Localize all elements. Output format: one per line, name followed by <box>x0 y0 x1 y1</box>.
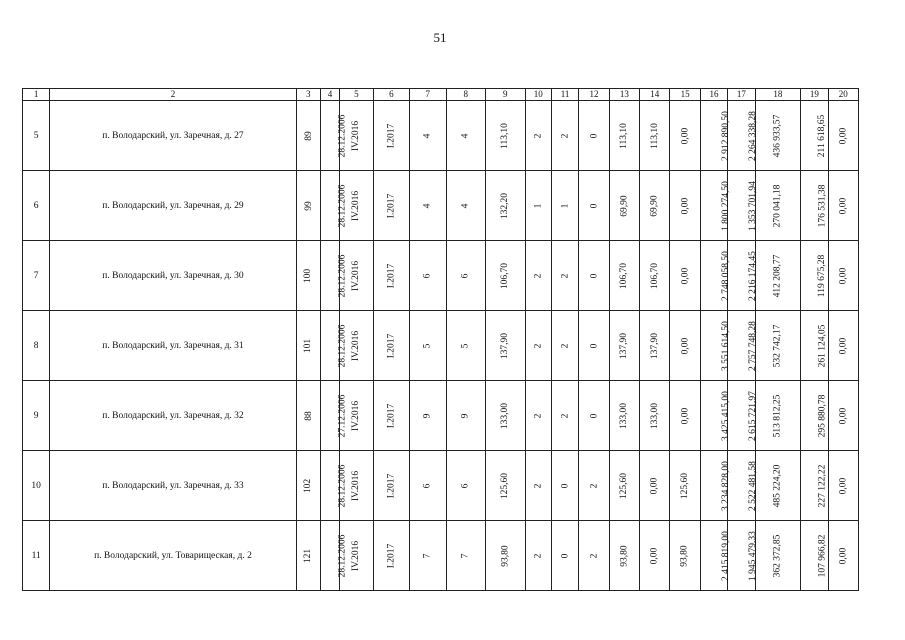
cell-col-8 <box>446 311 486 381</box>
cell-col-17 <box>728 311 759 381</box>
cell-value: 2 615 721,97 <box>748 390 759 441</box>
cell-col-8 <box>446 451 486 521</box>
row-number-cell: 9 <box>23 381 50 451</box>
cell-value: 261 124,05 <box>817 324 828 367</box>
cell-value: 132,20 <box>500 192 511 219</box>
cell-value: 2 <box>560 133 571 138</box>
cell-value: 0 <box>588 273 599 278</box>
column-header-9: 9 <box>486 89 526 101</box>
cell-value: 89 <box>303 130 314 141</box>
address-cell: п. Володарский, ул. Заречная, д. 32 <box>50 381 296 451</box>
column-header-3: 3 <box>296 89 320 101</box>
cell-value: IV.2016 <box>351 260 362 291</box>
cell-col-19 <box>801 101 828 171</box>
cell-col-13 <box>609 171 639 241</box>
cell-value: 0,00 <box>838 407 849 424</box>
column-header-7: 7 <box>410 89 446 101</box>
cell-col-20 <box>828 241 859 311</box>
cell-col-12 <box>579 451 609 521</box>
cell-value: 69,90 <box>649 194 660 217</box>
cell-value: 121 <box>303 548 314 563</box>
cell-value: 2 <box>533 413 544 418</box>
cell-value: 0,00 <box>838 267 849 284</box>
cell-value: 362 372,85 <box>772 534 783 577</box>
cell-value: IV.2016 <box>351 400 362 431</box>
cell-col-9 <box>486 101 526 171</box>
column-header-14: 14 <box>640 89 670 101</box>
address-cell: п. Володарский, ул. Заречная, д. 30 <box>50 241 296 311</box>
cell-value: 28.12.2006 <box>337 114 348 157</box>
cell-col-6 <box>373 451 409 521</box>
cell-value: 3 234 828,00 <box>720 460 731 511</box>
cell-col-17 <box>728 451 759 521</box>
row-number-cell: 7 <box>23 241 50 311</box>
cell-value: 270 041,18 <box>772 184 783 227</box>
cell-value: 125,60 <box>500 472 511 499</box>
cell-value: 101 <box>303 338 314 353</box>
address-cell: п. Володарский, ул. Заречная, д. 29 <box>50 171 296 241</box>
cell-value: 2 <box>533 133 544 138</box>
cell-value: IV.2016 <box>351 470 362 501</box>
cell-col-11 <box>551 451 578 521</box>
cell-col-19 <box>801 381 828 451</box>
cell-col-16 <box>700 521 731 591</box>
address-cell: п. Володарский, ул. Заречная, д. 27 <box>50 101 296 171</box>
page-number: 51 <box>433 30 447 45</box>
cell-col-14 <box>640 241 670 311</box>
cell-col-18 <box>755 241 801 311</box>
cell-value: 106,70 <box>649 262 660 289</box>
cell-col-6 <box>373 241 409 311</box>
cell-value: 295 880,78 <box>817 394 828 437</box>
cell-col-7 <box>410 381 446 451</box>
cell-value: 106,70 <box>619 262 630 289</box>
table-row <box>23 241 859 311</box>
cell-col-13 <box>609 381 639 451</box>
cell-value: 137,90 <box>649 332 660 359</box>
cell-value: 4 <box>460 133 471 138</box>
cell-value: 532 742,17 <box>772 324 783 367</box>
cell-col-9 <box>486 451 526 521</box>
cell-col-15 <box>670 101 700 171</box>
column-header-16: 16 <box>700 89 727 101</box>
cell-value: I.2017 <box>386 123 397 148</box>
cell-value: 0 <box>560 483 571 488</box>
column-header-11: 11 <box>551 89 578 101</box>
cell-col-6 <box>373 171 409 241</box>
cell-col-7 <box>410 241 446 311</box>
cell-value: 2 216 174,45 <box>748 250 759 301</box>
cell-value: 9 <box>422 413 433 418</box>
cell-col-18 <box>755 381 801 451</box>
cell-col-18 <box>755 451 801 521</box>
cell-col-6 <box>373 101 409 171</box>
table-row <box>23 381 859 451</box>
cell-value: 102 <box>303 478 314 493</box>
column-header-8: 8 <box>446 89 486 101</box>
cell-col-15 <box>670 241 700 311</box>
cell-col-3 <box>296 241 320 311</box>
cell-value: 2 <box>533 343 544 348</box>
cell-value: 6 <box>460 273 471 278</box>
cell-col-16 <box>700 381 731 451</box>
cell-col-12 <box>579 311 609 381</box>
cell-value: 133,00 <box>649 402 660 429</box>
cell-value: I.2017 <box>386 403 397 428</box>
cell-col-19 <box>801 521 828 591</box>
cell-value: 4 <box>460 203 471 208</box>
cell-col-16 <box>700 311 731 381</box>
cell-col-10 <box>525 171 551 241</box>
cell-value: 113,10 <box>619 122 630 149</box>
cell-col-4 <box>320 451 348 521</box>
cell-value: 436 933,57 <box>772 114 783 157</box>
cell-value: 1 353 701,94 <box>748 180 759 231</box>
cell-col-9 <box>486 171 526 241</box>
cell-value: IV.2016 <box>351 540 362 571</box>
cell-col-12 <box>579 171 609 241</box>
cell-col-8 <box>446 101 486 171</box>
cell-value: 28.12.2006 <box>337 534 348 577</box>
cell-col-20 <box>828 171 859 241</box>
cell-col-10 <box>525 311 551 381</box>
cell-col-16 <box>700 171 731 241</box>
cell-value: 69,90 <box>619 194 630 217</box>
column-header-6: 6 <box>373 89 409 101</box>
table-row <box>23 451 859 521</box>
cell-col-18 <box>755 521 801 591</box>
cell-col-4 <box>320 381 348 451</box>
cell-col-18 <box>755 101 801 171</box>
cell-col-12 <box>579 241 609 311</box>
cell-col-19 <box>801 171 828 241</box>
cell-value: 1 945 479,33 <box>748 530 759 581</box>
cell-col-7 <box>410 451 446 521</box>
cell-col-14 <box>640 381 670 451</box>
cell-col-9 <box>486 241 526 311</box>
table-row <box>23 311 859 381</box>
cell-col-10 <box>525 451 551 521</box>
cell-value: I.2017 <box>386 543 397 568</box>
cell-value: 6 <box>460 483 471 488</box>
cell-value: 93,80 <box>619 544 630 567</box>
cell-col-18 <box>755 311 801 381</box>
cell-col-3 <box>296 311 320 381</box>
cell-value: 0,00 <box>680 127 691 144</box>
cell-value: 227 122,22 <box>817 464 828 507</box>
cell-value: 28.12.2006 <box>337 184 348 227</box>
cell-col-3 <box>296 451 320 521</box>
cell-value: 0,00 <box>838 477 849 494</box>
cell-value: 100 <box>303 268 314 283</box>
cell-col-19 <box>801 241 828 311</box>
cell-value: 0 <box>588 413 599 418</box>
cell-value: 0,00 <box>680 267 691 284</box>
cell-value: I.2017 <box>386 193 397 218</box>
cell-value: 0,00 <box>680 337 691 354</box>
cell-value: 5 <box>460 343 471 348</box>
cell-col-11 <box>551 171 578 241</box>
cell-value: 93,80 <box>680 544 691 567</box>
cell-value: 0 <box>588 203 599 208</box>
column-number-row <box>23 89 859 101</box>
cell-col-15 <box>670 311 700 381</box>
cell-value: 137,90 <box>619 332 630 359</box>
cell-value: 1 <box>560 203 571 208</box>
cell-col-3 <box>296 101 320 171</box>
cell-value: 133,00 <box>500 402 511 429</box>
cell-value: 2 522 481,58 <box>748 460 759 511</box>
cell-value: 125,60 <box>680 472 691 499</box>
cell-value: 7 <box>422 553 433 558</box>
housing-program-table <box>22 88 859 591</box>
cell-value: 99 <box>303 200 314 211</box>
cell-col-6 <box>373 521 409 591</box>
cell-col-4 <box>320 311 348 381</box>
cell-value: I.2017 <box>386 263 397 288</box>
cell-col-9 <box>486 381 526 451</box>
column-header-18: 18 <box>755 89 801 101</box>
cell-col-13 <box>609 451 639 521</box>
cell-col-17 <box>728 171 759 241</box>
column-header-5: 5 <box>340 89 373 101</box>
cell-value: 0 <box>588 343 599 348</box>
cell-col-14 <box>640 101 670 171</box>
cell-value: IV.2016 <box>351 330 362 361</box>
cell-value: 2 <box>533 483 544 488</box>
cell-col-10 <box>525 101 551 171</box>
cell-col-14 <box>640 311 670 381</box>
cell-value: 2 <box>533 553 544 558</box>
cell-col-7 <box>410 521 446 591</box>
cell-col-15 <box>670 381 700 451</box>
cell-value: 0,00 <box>838 547 849 564</box>
cell-col-9 <box>486 311 526 381</box>
cell-col-8 <box>446 381 486 451</box>
column-header-17: 17 <box>728 89 755 101</box>
cell-value: 3 551 614,50 <box>720 320 731 371</box>
cell-value: 412 208,77 <box>772 254 783 297</box>
cell-value: 6 <box>422 273 433 278</box>
cell-col-19 <box>801 451 828 521</box>
cell-value: 0 <box>560 553 571 558</box>
cell-col-10 <box>525 381 551 451</box>
cell-value: 2 <box>560 273 571 278</box>
cell-value: 5 <box>422 343 433 348</box>
cell-value: 0,00 <box>838 197 849 214</box>
cell-col-13 <box>609 311 639 381</box>
cell-col-18 <box>755 171 801 241</box>
cell-col-11 <box>551 101 578 171</box>
cell-value: 9 <box>460 413 471 418</box>
cell-value: 485 224,20 <box>772 464 783 507</box>
column-header-12: 12 <box>579 89 609 101</box>
cell-value: I.2017 <box>386 473 397 498</box>
cell-col-3 <box>296 171 320 241</box>
cell-value: 2 <box>533 273 544 278</box>
address-cell: п. Володарский, ул. Заречная, д. 31 <box>50 311 296 381</box>
cell-value: 2 <box>588 553 599 558</box>
address-cell: п. Володарский, ул. Товарищеская, д. 2 <box>50 521 296 591</box>
table-row <box>23 101 859 171</box>
cell-value: 0 <box>588 133 599 138</box>
cell-value: I.2017 <box>386 333 397 358</box>
cell-col-11 <box>551 311 578 381</box>
cell-col-4 <box>320 171 348 241</box>
cell-value: 137,90 <box>500 332 511 359</box>
cell-value: 113,10 <box>649 122 660 149</box>
row-number-cell: 10 <box>23 451 50 521</box>
cell-col-17 <box>728 241 759 311</box>
cell-value: IV.2016 <box>351 190 362 221</box>
cell-col-4 <box>320 241 348 311</box>
cell-value: 6 <box>422 483 433 488</box>
column-header-2: 2 <box>50 89 296 101</box>
cell-col-3 <box>296 381 320 451</box>
cell-col-8 <box>446 241 486 311</box>
cell-value: 0,00 <box>649 477 660 494</box>
cell-col-8 <box>446 171 486 241</box>
column-header-19: 19 <box>801 89 828 101</box>
cell-col-11 <box>551 241 578 311</box>
cell-col-16 <box>700 241 731 311</box>
cell-value: 2 264 338,28 <box>748 110 759 161</box>
cell-value: 0,00 <box>680 407 691 424</box>
cell-col-20 <box>828 311 859 381</box>
cell-col-16 <box>700 451 731 521</box>
cell-value: IV.2016 <box>351 120 362 151</box>
cell-col-14 <box>640 171 670 241</box>
cell-value: 176 531,38 <box>817 184 828 227</box>
cell-col-10 <box>525 521 551 591</box>
cell-col-20 <box>828 451 859 521</box>
cell-value: 2 <box>588 483 599 488</box>
row-number-cell: 11 <box>23 521 50 591</box>
cell-value: 28.12.2006 <box>337 464 348 507</box>
cell-col-13 <box>609 241 639 311</box>
cell-col-4 <box>320 101 348 171</box>
cell-col-13 <box>609 101 639 171</box>
cell-value: 93,80 <box>500 544 511 567</box>
column-header-13: 13 <box>609 89 639 101</box>
cell-col-12 <box>579 521 609 591</box>
cell-col-14 <box>640 451 670 521</box>
cell-value: 2 <box>560 413 571 418</box>
cell-value: 119 675,28 <box>817 254 828 297</box>
row-number-cell: 5 <box>23 101 50 171</box>
cell-value: 7 <box>460 553 471 558</box>
cell-col-17 <box>728 381 759 451</box>
cell-col-15 <box>670 171 700 241</box>
cell-value: 1 <box>533 203 544 208</box>
cell-value: 211 618,65 <box>817 114 828 157</box>
cell-value: 125,60 <box>619 472 630 499</box>
column-header-4: 4 <box>320 89 339 101</box>
column-header-20: 20 <box>828 89 859 101</box>
table-row <box>23 521 859 591</box>
cell-value: 4 <box>422 203 433 208</box>
cell-col-11 <box>551 521 578 591</box>
cell-value: 107 966,82 <box>817 534 828 577</box>
cell-col-17 <box>728 521 759 591</box>
cell-col-6 <box>373 311 409 381</box>
cell-col-17 <box>728 101 759 171</box>
cell-value: 0,00 <box>649 547 660 564</box>
cell-col-4 <box>320 521 348 591</box>
cell-col-7 <box>410 171 446 241</box>
cell-col-7 <box>410 101 446 171</box>
table-row <box>23 171 859 241</box>
cell-col-6 <box>373 381 409 451</box>
cell-col-20 <box>828 521 859 591</box>
cell-col-15 <box>670 451 700 521</box>
cell-col-20 <box>828 381 859 451</box>
cell-value: 27.12.2006 <box>337 394 348 437</box>
cell-col-9 <box>486 521 526 591</box>
column-header-10: 10 <box>525 89 551 101</box>
cell-value: 2 912 890,50 <box>720 110 731 161</box>
cell-value: 0,00 <box>838 337 849 354</box>
cell-col-16 <box>700 101 731 171</box>
row-number-cell: 8 <box>23 311 50 381</box>
cell-value: 0,00 <box>838 127 849 144</box>
cell-col-13 <box>609 521 639 591</box>
cell-value: 106,70 <box>500 262 511 289</box>
cell-col-12 <box>579 381 609 451</box>
cell-value: 88 <box>303 410 314 421</box>
cell-value: 28.12.2006 <box>337 254 348 297</box>
cell-col-14 <box>640 521 670 591</box>
cell-value: 2 <box>560 343 571 348</box>
cell-value: 133,00 <box>619 402 630 429</box>
cell-value: 28.12.2006 <box>337 324 348 367</box>
column-header-15: 15 <box>670 89 700 101</box>
cell-col-20 <box>828 101 859 171</box>
cell-value: 513 812,25 <box>772 394 783 437</box>
cell-value: 2 415 819,00 <box>720 530 731 581</box>
cell-col-12 <box>579 101 609 171</box>
cell-value: 1 800 274,50 <box>720 180 731 231</box>
row-number-cell: 6 <box>23 171 50 241</box>
address-cell: п. Володарский, ул. Заречная, д. 33 <box>50 451 296 521</box>
cell-value: 2 757 748,28 <box>748 320 759 371</box>
cell-value: 3 425 415,00 <box>720 390 731 441</box>
cell-value: 0,00 <box>680 197 691 214</box>
cell-value: 113,10 <box>500 122 511 149</box>
cell-value: 4 <box>422 133 433 138</box>
cell-col-19 <box>801 311 828 381</box>
cell-col-7 <box>410 311 446 381</box>
cell-col-15 <box>670 521 700 591</box>
column-header-1: 1 <box>23 89 50 101</box>
cell-col-11 <box>551 381 578 451</box>
cell-col-8 <box>446 521 486 591</box>
cell-col-3 <box>296 521 320 591</box>
cell-value: 2 748 058,50 <box>720 250 731 301</box>
cell-col-10 <box>525 241 551 311</box>
